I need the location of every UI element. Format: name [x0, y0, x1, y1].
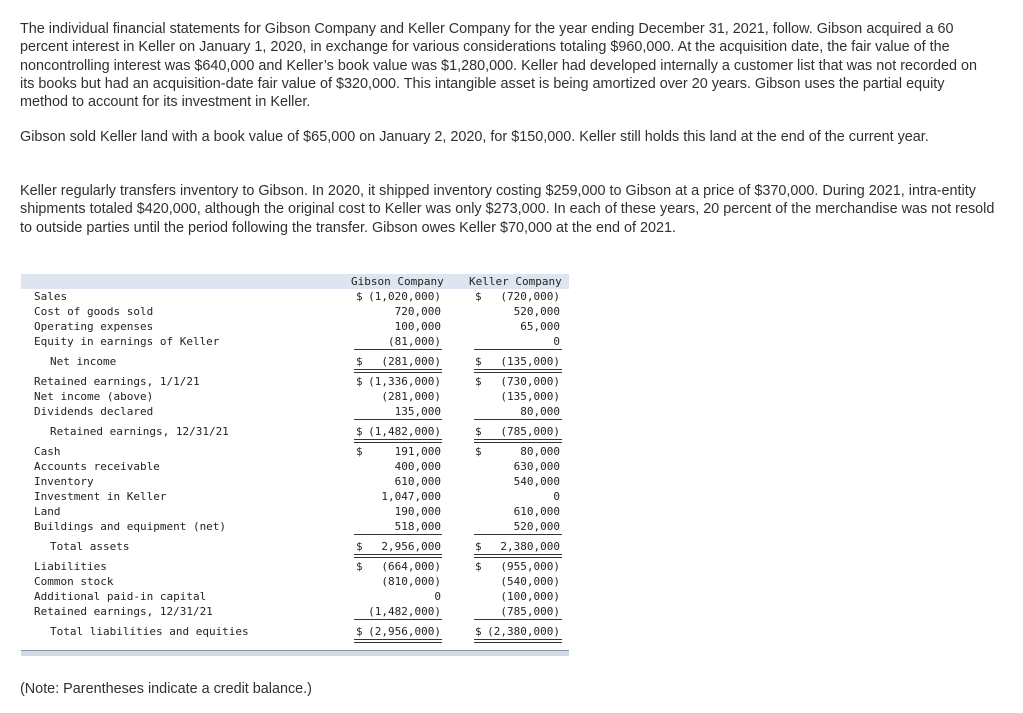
financial-statements-table: [21, 274, 569, 659]
credit-balance-note: (Note: Parentheses indicate a credit balance.): [20, 681, 312, 697]
row-label: Dividends declared: [34, 405, 154, 418]
total-double-rule: [474, 439, 562, 443]
dollar-sign: $: [356, 540, 363, 553]
row-label: Buildings and equipment (net): [34, 520, 227, 533]
keller-value: 80,000: [520, 405, 560, 418]
keller-value: 65,000: [520, 320, 560, 333]
gibson-value: 400,000: [394, 460, 441, 473]
row-label: Cash: [34, 445, 61, 458]
keller-value: (540,000): [500, 575, 560, 588]
gibson-value: 190,000: [394, 505, 441, 518]
row-label: Inventory: [34, 475, 94, 488]
total-double-rule: [474, 554, 562, 558]
keller-value: 610,000: [513, 505, 560, 518]
subtotal-rule: [354, 419, 442, 420]
row-label: Retained earnings, 12/31/21: [34, 605, 213, 618]
intro-paragraph: The individual financial statements for Gibson Company and Keller Company for the year ending December 31, 2021, follow. Gibson acquired a 60 percent interest in Keller on January 1, 2020, in exchange for various considerations totaling $960,000. At the acquisition date, the fair value of the noncontrolling interest was $640,000 and Keller’s book value was $1,280,000. Keller had developed internally a customer list that was not recorded on its books but had an acquisition-date fair value of $320,000. This intangible asset is being amortized over 20 years. Gibson uses the partial equity method to account for its investment in Keller.: [20, 21, 978, 111]
keller-value: 630,000: [513, 460, 560, 473]
keller-value: (100,000): [500, 590, 560, 603]
dollar-sign: $: [475, 445, 482, 458]
row-label: Investment in Keller: [34, 490, 167, 503]
gibson-value: 720,000: [394, 305, 441, 318]
gibson-value: 0: [434, 590, 441, 603]
total-double-rule: [474, 639, 562, 643]
dollar-sign: $: [475, 425, 482, 438]
header-keller: Keller Company: [469, 275, 562, 288]
dollar-sign: $: [356, 375, 363, 388]
gibson-value: (664,000): [381, 560, 441, 573]
keller-value: 520,000: [513, 305, 560, 318]
row-label: Retained earnings, 12/31/21: [50, 425, 229, 438]
gibson-value: (81,000): [388, 335, 441, 348]
row-label: Net income: [50, 355, 117, 368]
keller-value: (955,000): [500, 560, 560, 573]
total-double-rule: [354, 369, 442, 373]
subtotal-rule: [474, 349, 562, 350]
total-double-rule: [354, 439, 442, 443]
keller-value: 0: [553, 490, 560, 503]
dollar-sign: $: [356, 625, 363, 638]
subtotal-rule: [474, 419, 562, 420]
keller-value: 520,000: [513, 520, 560, 533]
row-label: Total liabilities and equities: [50, 625, 249, 638]
gibson-value: (1,482,000): [368, 425, 441, 438]
subtotal-rule: [354, 619, 442, 620]
gibson-value: (810,000): [381, 575, 441, 588]
total-double-rule: [354, 639, 442, 643]
row-label: Liabilities: [34, 560, 107, 573]
keller-value: (2,380,000): [487, 625, 560, 638]
gibson-value: 135,000: [394, 405, 441, 418]
keller-value: (730,000): [500, 375, 560, 388]
row-label: Retained earnings, 1/1/21: [34, 375, 200, 388]
subtotal-rule: [354, 349, 442, 350]
row-label: Total assets: [50, 540, 130, 553]
dollar-sign: $: [475, 290, 482, 303]
dollar-sign: $: [356, 355, 363, 368]
row-label: Land: [34, 505, 61, 518]
row-label: Net income (above): [34, 390, 154, 403]
inventory-paragraph: Keller regularly transfers inventory to Gibson. In 2020, it shipped inventory costing $259,000 to Gibson at a price of $370,000. During 2021, intra-entity shipments totaled $420,000, although the original cost to Keller was only $273,000. In each of these years, 20 percent of the merchandise was not resold to outside parties until the period following the transfer. Gibson owes Keller $70,000 at the end of 2021.: [20, 183, 995, 236]
gibson-value: 518,000: [394, 520, 441, 533]
gibson-value: 100,000: [394, 320, 441, 333]
row-label: Additional paid-in capital: [34, 590, 207, 603]
land-paragraph: Gibson sold Keller land with a book value of $65,000 on January 2, 2020, for $150,000. Keller still holds this land at the end of the current year.: [20, 129, 929, 145]
row-label: Operating expenses: [34, 320, 154, 333]
keller-value: 540,000: [513, 475, 560, 488]
gibson-value: 2,956,000: [381, 540, 441, 553]
keller-value: (135,000): [500, 390, 560, 403]
row-label: Common stock: [34, 575, 114, 588]
gibson-value: (281,000): [381, 390, 441, 403]
gibson-value: 1,047,000: [381, 490, 441, 503]
gibson-value: 610,000: [394, 475, 441, 488]
keller-value: (720,000): [500, 290, 560, 303]
subtotal-rule: [474, 619, 562, 620]
gibson-value: (1,020,000): [368, 290, 441, 303]
dollar-sign: $: [356, 445, 363, 458]
keller-value: (785,000): [500, 605, 560, 618]
row-label: Accounts receivable: [34, 460, 160, 473]
header-gibson: Gibson Company: [351, 275, 444, 288]
dollar-sign: $: [475, 375, 482, 388]
gibson-value: (1,336,000): [368, 375, 441, 388]
keller-value: 0: [553, 335, 560, 348]
dollar-sign: $: [475, 560, 482, 573]
dollar-sign: $: [475, 355, 482, 368]
dollar-sign: $: [475, 625, 482, 638]
dollar-sign: $: [356, 425, 363, 438]
dollar-sign: $: [356, 290, 363, 303]
keller-value: (135,000): [500, 355, 560, 368]
keller-value: 80,000: [520, 445, 560, 458]
subtotal-rule: [354, 534, 442, 535]
keller-value: 2,380,000: [500, 540, 560, 553]
table-bottom-bar: [21, 650, 569, 656]
row-label: Equity in earnings of Keller: [34, 335, 220, 348]
subtotal-rule: [474, 534, 562, 535]
gibson-value: (2,956,000): [368, 625, 441, 638]
dollar-sign: $: [356, 560, 363, 573]
total-double-rule: [354, 554, 442, 558]
keller-value: (785,000): [500, 425, 560, 438]
gibson-value: (281,000): [381, 355, 441, 368]
row-label: Sales: [34, 290, 68, 303]
total-double-rule: [474, 369, 562, 373]
gibson-value: (1,482,000): [368, 605, 441, 618]
row-label: Cost of goods sold: [34, 305, 154, 318]
dollar-sign: $: [475, 540, 482, 553]
gibson-value: 191,000: [394, 445, 441, 458]
